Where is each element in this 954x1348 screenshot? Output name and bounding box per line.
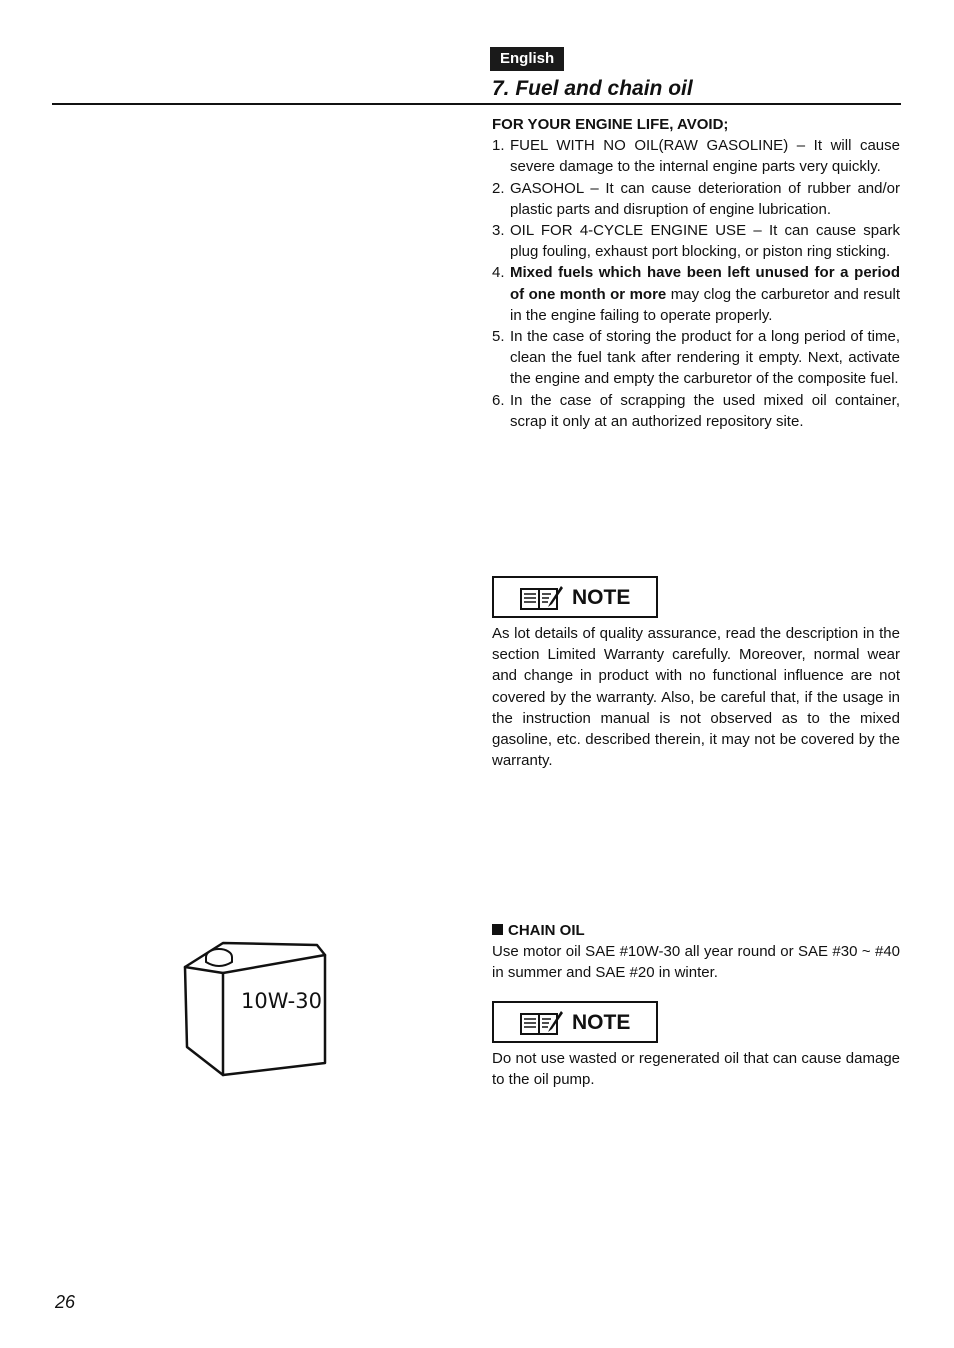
list-item-text-body: FUEL WITH NO OIL(RAW GASOLINE) – It will cause severe damage to the internal engine parts very quickly. bbox=[510, 137, 900, 176]
list-item bbox=[492, 390, 900, 432]
header-rule bbox=[52, 103, 901, 105]
square-bullet-icon bbox=[492, 924, 503, 935]
list-item bbox=[492, 178, 900, 220]
avoid-section bbox=[492, 114, 900, 432]
list-item bbox=[492, 326, 900, 390]
note-section-1 bbox=[492, 576, 900, 771]
list-item-text-body: In the case of storing the product for a long period of time, clean the fuel tank after rendering it empty. Next, activate the engine and empty the carburetor of the composite fuel. bbox=[510, 328, 900, 388]
list-item-text-body: may clog the carburetor and result in the engine failing to operate properly. bbox=[510, 285, 900, 324]
note-text: Do not use wasted or regenerated oil that can cause damage to the oil pump. bbox=[492, 1050, 900, 1089]
note-label: NOTE bbox=[572, 586, 631, 609]
language-badge: English bbox=[490, 47, 564, 71]
list-item-text bbox=[510, 135, 900, 177]
note-book-icon bbox=[519, 1010, 563, 1036]
list-item-text bbox=[510, 390, 900, 432]
avoid-heading: FOR YOUR ENGINE LIFE, AVOID; bbox=[492, 116, 729, 133]
list-item-number: 5. bbox=[492, 328, 505, 346]
list-item bbox=[492, 262, 900, 326]
note-box bbox=[492, 1001, 658, 1043]
note-label: NOTE bbox=[572, 1011, 631, 1034]
list-item-number: 6. bbox=[492, 391, 505, 409]
oil-can-illustration bbox=[175, 935, 335, 1085]
chain-oil-heading-text: CHAIN OIL bbox=[508, 922, 585, 939]
list-item-text bbox=[510, 262, 900, 326]
can-label: 10W-30 bbox=[241, 989, 322, 1013]
note-text: As lot details of quality assurance, read the description in the section Limited Warranty carefully. Moreover, normal wear and change in product with no functional influence are not covered by the warranty. Also, be careful that, if the usage in the instruction manual is not observed as to the mixed gasoline, etc. described therein, it may not be covered by the warranty. bbox=[492, 625, 900, 770]
list-item-text-body: In the case of scrapping the used mixed oil container, scrap it only at an authorized repository site. bbox=[510, 391, 900, 430]
list-item-number: 4. bbox=[492, 264, 505, 282]
chain-oil-section bbox=[492, 920, 900, 984]
note-box bbox=[492, 576, 658, 618]
section-title: 7. Fuel and chain oil bbox=[492, 77, 693, 100]
list-item bbox=[492, 220, 900, 262]
list-item-number: 1. bbox=[492, 137, 505, 155]
list-item-number: 3. bbox=[492, 222, 505, 240]
avoid-list bbox=[492, 135, 900, 432]
chain-oil-text: Use motor oil SAE #10W-30 all year round or SAE #30 ~ #40 in summer and SAE #20 in winter. bbox=[492, 943, 900, 982]
list-item-number: 2. bbox=[492, 179, 505, 197]
list-item-text bbox=[510, 220, 900, 262]
page-number: 26 bbox=[55, 1292, 76, 1312]
list-item bbox=[492, 135, 900, 177]
note-section-2 bbox=[492, 1001, 900, 1090]
list-item-text-body: GASOHOL – It can cause deterioration of rubber and/or plastic parts and disruption of engine lubrication. bbox=[510, 179, 900, 218]
list-item-text bbox=[510, 326, 900, 390]
chain-oil-heading bbox=[492, 920, 900, 941]
list-item-bold-text: Mixed fuels which have been left unused for a period of one month or more bbox=[510, 264, 900, 303]
list-item-text bbox=[510, 178, 900, 220]
note-book-icon bbox=[519, 585, 563, 611]
list-item-text-body: OIL FOR 4-CYCLE ENGINE USE – It can cause spark plug fouling, exhaust port blocking, or piston ring sticking. bbox=[510, 222, 900, 261]
